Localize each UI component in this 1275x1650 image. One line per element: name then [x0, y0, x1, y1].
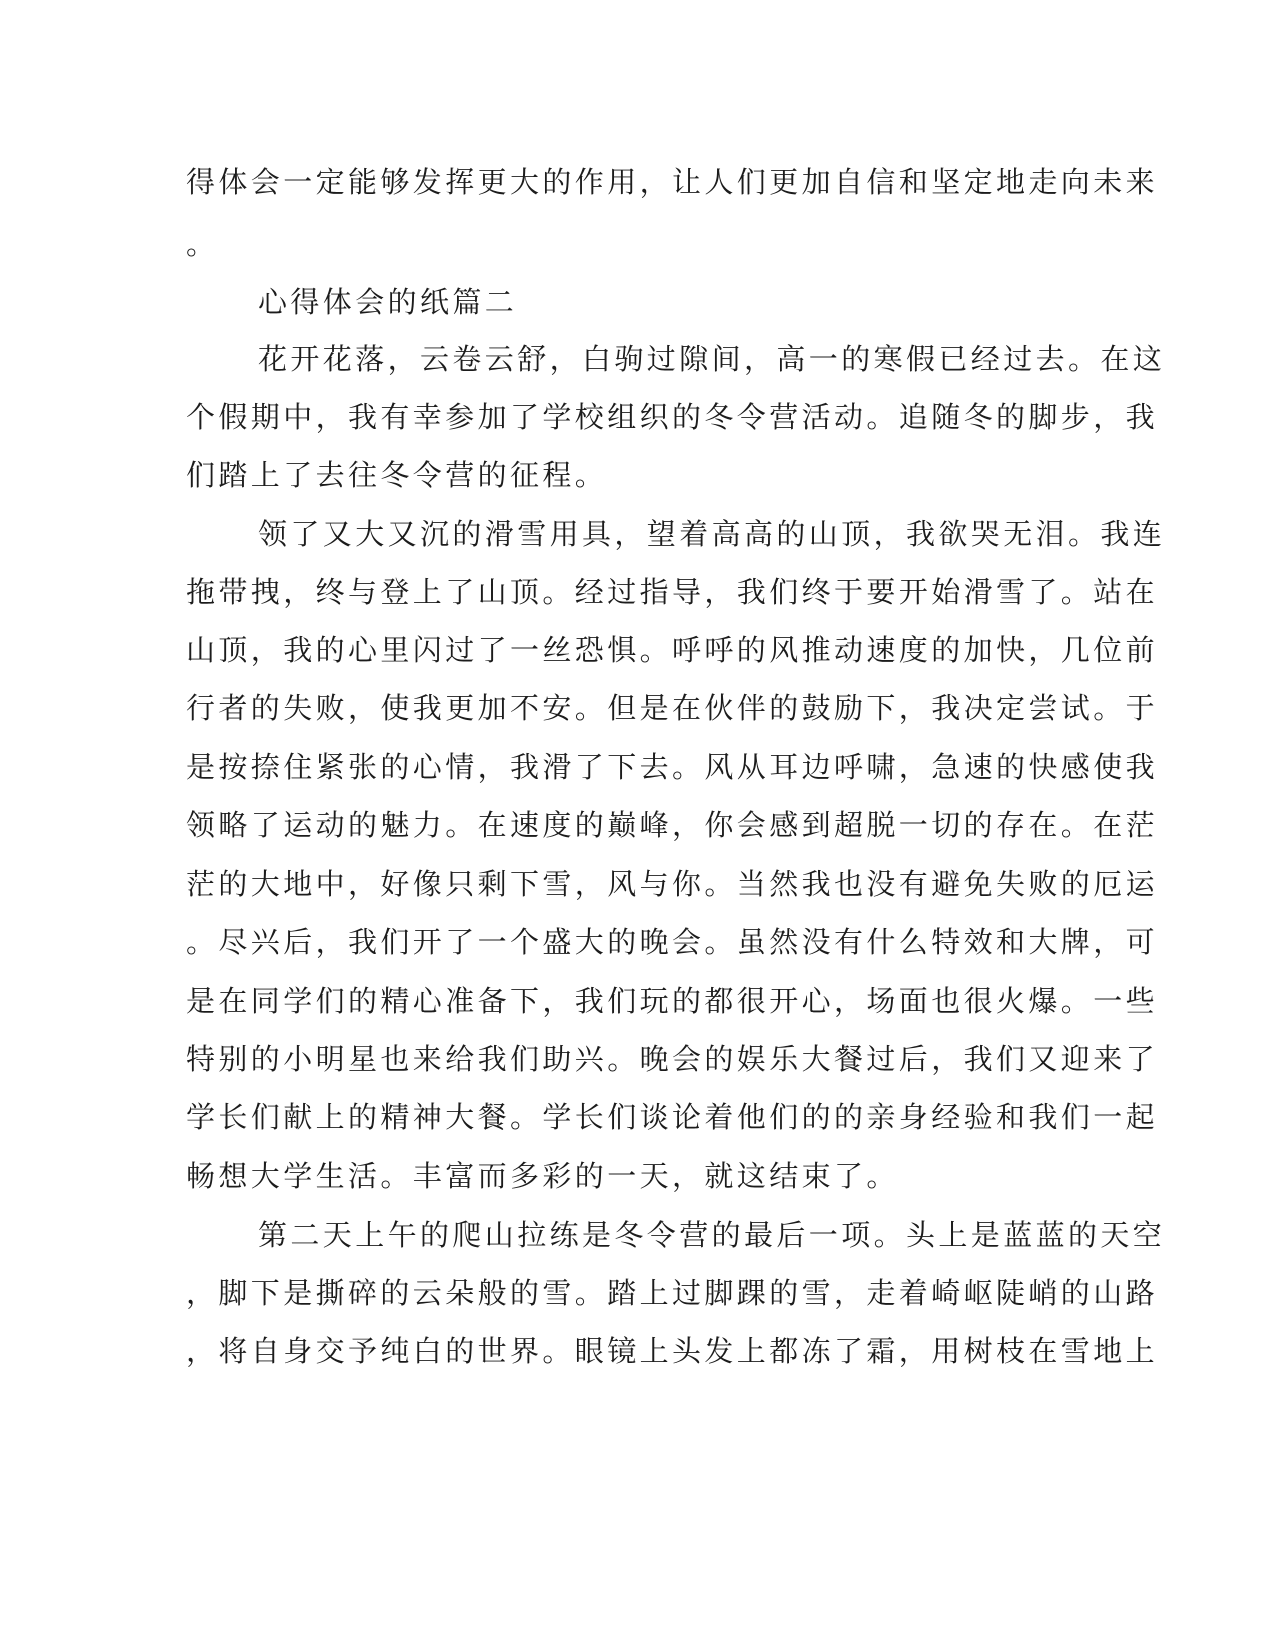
text-line: 。 [186, 227, 219, 261]
text-line: 花开花落，云卷云舒，白驹过隙间，高一的寒假已经过去。在这 [258, 342, 1166, 376]
text-line: 茫的大地中，好像只剩下雪，风与你。当然我也没有避免失败的厄运 [186, 867, 1159, 901]
text-line: 领略了运动的魅力。在速度的巅峰，你会感到超脱一切的存在。在茫 [186, 808, 1159, 842]
text-line: 个假期中，我有幸参加了学校组织的冬令营活动。追随冬的脚步，我 [186, 400, 1159, 434]
text-line: ，脚下是撕碎的云朵般的雪。踏上过脚踝的雪，走着崎岖陡峭的山路 [186, 1276, 1159, 1310]
section-heading: 心得体会的纸篇二 [258, 285, 518, 319]
text-line: 是在同学们的精心准备下，我们玩的都很开心，场面也很火爆。一些 [186, 984, 1159, 1018]
text-line: 们踏上了去往冬令营的征程。 [186, 458, 608, 492]
text-line: 。尽兴后，我们开了一个盛大的晚会。虽然没有什么特效和大牌，可 [186, 925, 1159, 959]
text-line: ，将自身交予纯白的世界。眼镜上头发上都冻了霜，用树枝在雪地上 [186, 1334, 1159, 1368]
text-line: 拖带拽，终与登上了山顶。经过指导，我们终于要开始滑雪了。站在 [186, 575, 1159, 609]
text-line: 第二天上午的爬山拉练是冬令营的最后一项。头上是蓝蓝的天空 [258, 1218, 1166, 1252]
text-line: 学长们献上的精神大餐。学长们谈论着他们的的亲身经验和我们一起 [186, 1100, 1159, 1134]
text-line: 得体会一定能够发挥更大的作用，让人们更加自信和坚定地走向未来 [186, 165, 1159, 199]
text-line: 山顶，我的心里闪过了一丝恐惧。呼呼的风推动速度的加快，几位前 [186, 633, 1159, 667]
text-line: 领了又大又沉的滑雪用具，望着高高的山顶，我欲哭无泪。我连 [258, 517, 1166, 551]
text-line: 行者的失败，使我更加不安。但是在伙伴的鼓励下，我决定尝试。于 [186, 691, 1159, 725]
text-line: 是按捺住紧张的心情，我滑了下去。风从耳边呼啸，急速的快感使我 [186, 750, 1159, 784]
text-line: 特别的小明星也来给我们助兴。晚会的娱乐大餐过后，我们又迎来了 [186, 1042, 1159, 1076]
text-line: 畅想大学生活。丰富而多彩的一天，就这结束了。 [186, 1159, 899, 1193]
